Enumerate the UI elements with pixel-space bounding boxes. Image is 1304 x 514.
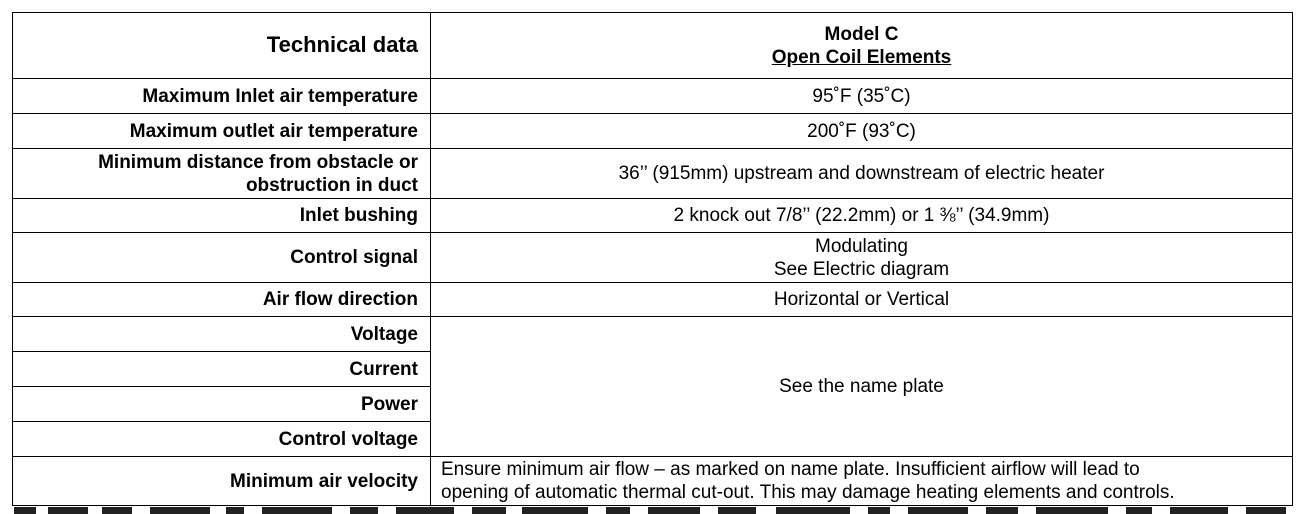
table-header-row	[13, 13, 1293, 79]
table-row	[13, 283, 1293, 317]
row-value-line: opening of automatic thermal cut-out. This may damage heating elements and controls.	[441, 482, 1175, 503]
row-value: 36’’ (915mm) upstream and downstream of electric heater	[431, 149, 1293, 199]
row-label-line: obstruction in duct	[245, 174, 418, 196]
row-label: Control voltage	[13, 422, 431, 457]
row-label: Current	[13, 352, 431, 387]
table-row	[13, 114, 1293, 149]
row-value: 2 knock out 7/8’’ (22.2mm) or 1 ⅜’’ (34.9mm)	[431, 199, 1293, 233]
table-row	[13, 233, 1293, 283]
technical-data-table	[12, 12, 1293, 506]
row-value: 95˚F (35˚C)	[431, 79, 1293, 114]
cut-off-text-line	[0, 507, 1304, 514]
row-value-line: Ensure minimum air flow – as marked on name plate. Insufficient airflow will lead to	[441, 459, 1140, 480]
row-label: Voltage	[13, 317, 431, 352]
row-value-line: Modulating	[815, 235, 908, 257]
row-value	[431, 233, 1293, 283]
row-label: Maximum Inlet air temperature	[13, 79, 431, 114]
row-value-line: See Electric diagram	[773, 258, 950, 280]
table-title: Technical data	[266, 32, 418, 57]
merged-value-cell: See the name plate	[431, 317, 1293, 457]
table-row	[13, 317, 1293, 352]
row-label: Power	[13, 387, 431, 422]
model-name: Model C	[824, 23, 899, 45]
row-label: Air flow direction	[13, 283, 431, 317]
row-label: Control signal	[13, 233, 431, 283]
row-label	[13, 149, 431, 199]
table-row	[13, 149, 1293, 199]
row-value: Horizontal or Vertical	[431, 283, 1293, 317]
row-value: 200˚F (93˚C)	[431, 114, 1293, 149]
row-value	[431, 457, 1293, 506]
header-model-cell	[431, 13, 1293, 79]
header-label-cell	[13, 13, 431, 79]
table-row	[13, 457, 1293, 506]
row-label: Maximum outlet air temperature	[13, 114, 431, 149]
model-subtitle: Open Coil Elements	[771, 46, 952, 68]
row-label: Minimum air velocity	[13, 457, 431, 506]
table-row	[13, 79, 1293, 114]
table-row	[13, 199, 1293, 233]
row-label: Inlet bushing	[13, 199, 431, 233]
row-label-line: Minimum distance from obstacle or	[98, 151, 418, 173]
